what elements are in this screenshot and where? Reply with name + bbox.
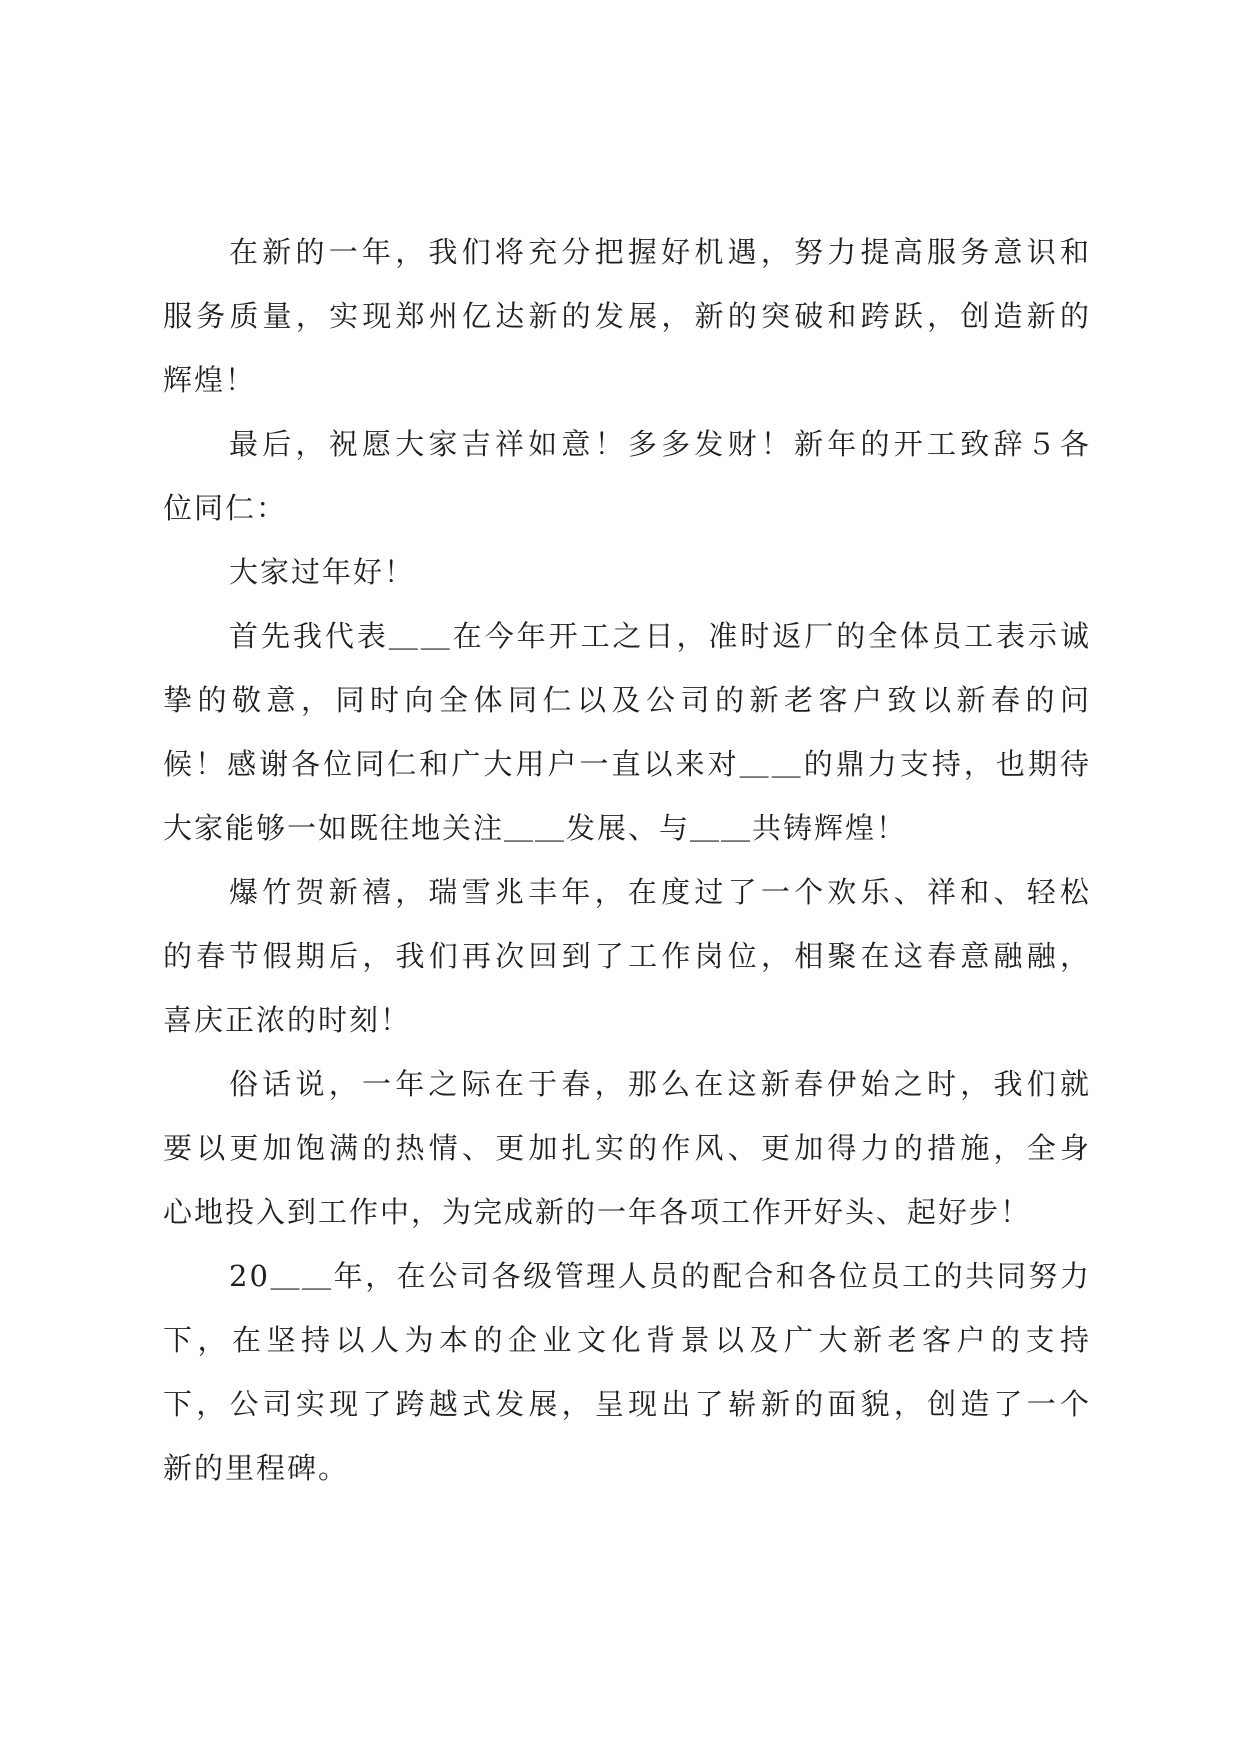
text-line: 位同仁： [163, 491, 288, 525]
paragraph [163, 604, 1091, 860]
paragraph [163, 1244, 1091, 1500]
paragraph [163, 412, 1091, 540]
text-line: 候！感谢各位同仁和广大用户一直以来对＿＿的鼎力支持，也期待 [163, 747, 1091, 781]
text-line: 大家过年好！ [229, 555, 416, 589]
paragraph [163, 540, 1091, 604]
text-line: 20＿＿年，在公司各级管理人员的配合和各位员工的共同努力 [229, 1259, 1091, 1293]
text-line: 新的里程碑。 [163, 1451, 350, 1485]
text-line: 挚的敬意，同时向全体同仁以及公司的新老客户致以新春的问 [163, 683, 1091, 717]
text-line: 辉煌！ [163, 363, 257, 397]
text-line: 的春节假期后，我们再次回到了工作岗位，相聚在这春意融融， [163, 939, 1091, 973]
paragraph [163, 860, 1091, 1052]
text-line: 首先我代表＿＿在今年开工之日，准时返厂的全体员工表示诚 [229, 619, 1091, 653]
text-line: 要以更加饱满的热情、更加扎实的作风、更加得力的措施，全身 [163, 1131, 1091, 1165]
text-line: 心地投入到工作中，为完成新的一年各项工作开好头、起好步！ [163, 1195, 1032, 1229]
text-line: 下，在坚持以人为本的企业文化背景以及广大新老客户的支持 [163, 1323, 1091, 1357]
text-line: 在新的一年，我们将充分把握好机遇，努力提高服务意识和 [229, 235, 1091, 269]
document-body [163, 220, 1091, 1500]
text-line: 服务质量，实现郑州亿达新的发展，新的突破和跨跃，创造新的 [163, 299, 1091, 333]
text-line: 俗话说，一年之际在于春，那么在这新春伊始之时，我们就 [229, 1067, 1091, 1101]
text-line: 下，公司实现了跨越式发展，呈现出了崭新的面貌，创造了一个 [163, 1387, 1091, 1421]
text-line: 爆竹贺新禧，瑞雪兆丰年，在度过了一个欢乐、祥和、轻松 [229, 875, 1091, 909]
paragraph [163, 1052, 1091, 1244]
text-line: 最后，祝愿大家吉祥如意！多多发财！新年的开工致辞５各 [229, 427, 1091, 461]
paragraph [163, 220, 1091, 412]
text-line: 大家能够一如既往地关注＿＿发展、与＿＿共铸辉煌！ [163, 811, 908, 845]
text-line: 喜庆正浓的时刻！ [163, 1003, 412, 1037]
